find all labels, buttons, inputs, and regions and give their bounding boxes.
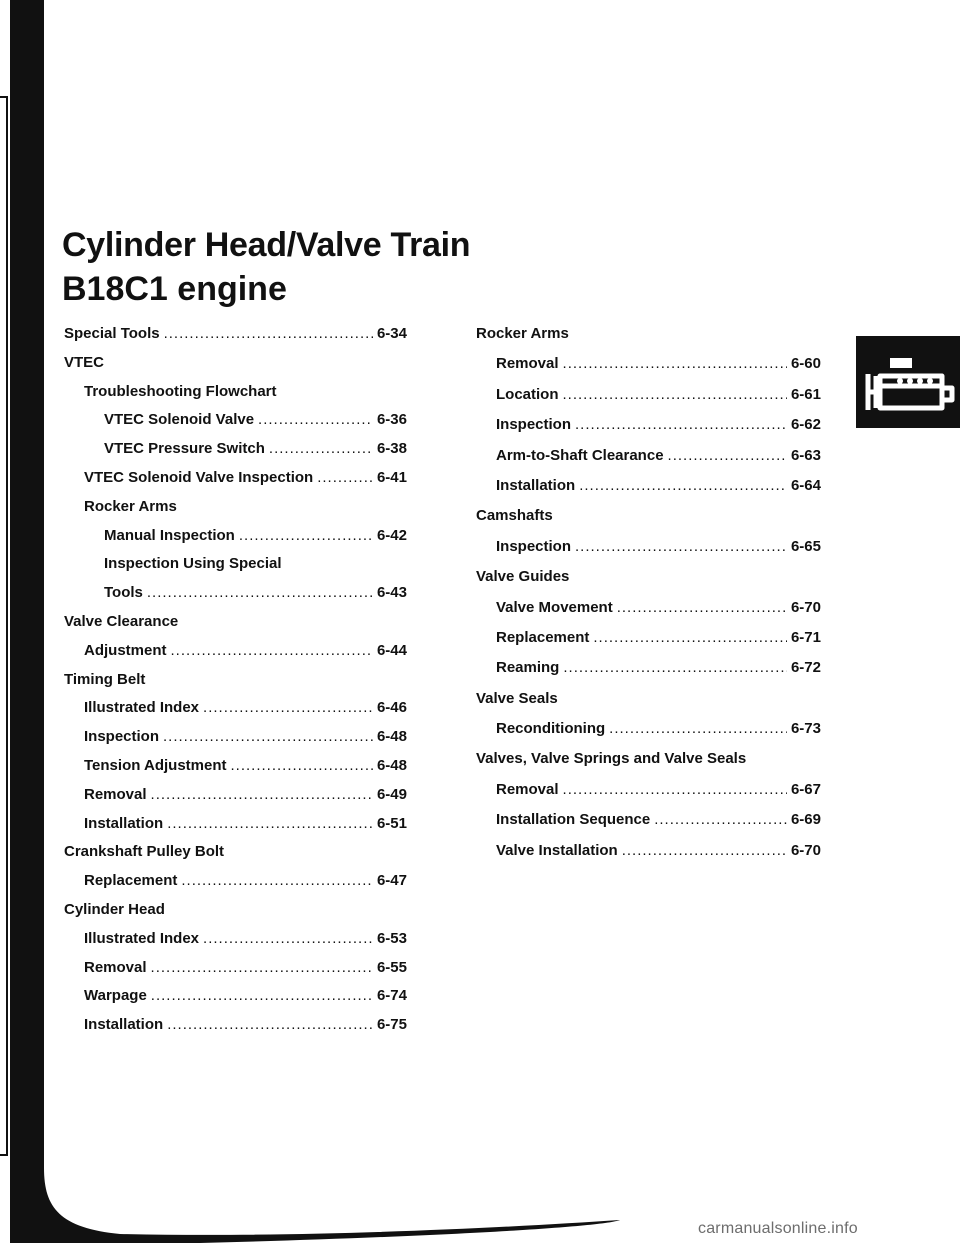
toc-entry-warpage xyxy=(64,987,407,1016)
toc-leader-dots xyxy=(622,842,787,859)
toc-entry-label: Crankshaft Pulley Bolt xyxy=(64,843,225,861)
toc-entry-label: Inspection Using Special xyxy=(104,555,282,573)
toc-entry-illustrated-index xyxy=(64,930,407,959)
toc-entry-vtec-solenoid-valve-inspection xyxy=(64,469,407,498)
page-subtitle: B18C1 engine xyxy=(62,270,287,308)
toc-page-number: 6-67 xyxy=(790,780,821,798)
toc-page-number: 6-71 xyxy=(790,628,821,646)
toc-entry-label: Removal xyxy=(496,780,559,798)
toc-entry-label: Inspection xyxy=(496,416,572,434)
toc-entry-label: Cylinder Head xyxy=(64,900,165,918)
toc-entry-tension-adjustment xyxy=(64,757,407,786)
toc-leader-dots xyxy=(575,538,787,555)
toc-entry-installation xyxy=(64,815,407,844)
toc-entry-adjustment xyxy=(64,642,407,671)
toc-page-number: 6-72 xyxy=(790,659,821,677)
toc-page-number: 6-62 xyxy=(790,416,821,434)
toc-entry-label: VTEC Solenoid Valve xyxy=(104,411,255,429)
toc-entry-label: Removal xyxy=(84,958,147,976)
toc-entry-label: Inspection xyxy=(84,728,160,746)
toc-entry-special-tools xyxy=(64,325,407,354)
toc-entry-label: Camshafts xyxy=(476,507,553,525)
toc-leader-dots xyxy=(593,629,787,646)
section-tab xyxy=(856,336,960,428)
toc-entry-inspection-using-special xyxy=(64,555,407,584)
toc-leader-dots xyxy=(181,872,373,889)
toc-entry-label: Illustrated Index xyxy=(84,699,200,717)
toc-entry-label: Valves, Valve Springs and Valve Seals xyxy=(476,750,747,768)
toc-page-number: 6-34 xyxy=(376,325,407,342)
toc-page-number: 6-61 xyxy=(790,385,821,403)
toc-entry-manual-inspection xyxy=(64,527,407,556)
toc-entry-valves-valve-springs-and-valve-seals xyxy=(476,750,821,780)
page-title: Cylinder Head/Valve Train xyxy=(62,226,471,264)
toc-entry-label: Removal xyxy=(84,785,147,803)
toc-entry-illustrated-index xyxy=(64,699,407,728)
toc-entry-label: Valve Movement xyxy=(496,598,613,616)
toc-page-number: 6-60 xyxy=(790,355,821,373)
toc-column-right xyxy=(476,325,821,872)
toc-page-number: 6-51 xyxy=(376,814,407,832)
toc-page-number: 6-74 xyxy=(376,987,407,1005)
toc-leader-dots xyxy=(563,386,787,403)
page-spine xyxy=(10,0,44,1243)
toc-entry-label: Timing Belt xyxy=(64,670,146,688)
toc-entry-removal xyxy=(64,959,407,988)
toc-entry-removal xyxy=(64,786,407,815)
toc-entry-label: Warpage xyxy=(84,987,147,1005)
toc-page-number: 6-46 xyxy=(376,699,407,717)
toc-entry-label: Installation xyxy=(496,476,576,494)
toc-entry-label: Removal xyxy=(496,355,559,373)
toc-entry-label: Arm-to-Shaft Clearance xyxy=(496,446,664,464)
toc-entry-label: Reaming xyxy=(496,659,560,677)
toc-leader-dots xyxy=(167,1016,373,1033)
toc-entry-label: Rocker Arms xyxy=(84,497,177,515)
toc-entry-valve-movement xyxy=(476,599,821,629)
toc-page-number: 6-47 xyxy=(376,872,407,890)
engine-icon xyxy=(856,336,960,428)
toc-leader-dots xyxy=(151,786,373,803)
toc-leader-dots xyxy=(317,469,373,486)
toc-entry-inspection xyxy=(476,538,821,568)
toc-entry-label: Installation xyxy=(84,814,164,832)
toc-page-number: 6-69 xyxy=(790,811,821,829)
toc-leader-dots xyxy=(147,584,373,601)
toc-leader-dots xyxy=(163,728,373,745)
toc-page-number: 6-44 xyxy=(376,641,407,659)
toc-page-number: 6-73 xyxy=(790,720,821,738)
toc-entry-vtec-solenoid-valve xyxy=(64,411,407,440)
toc-entry-label: Location xyxy=(496,385,559,403)
toc-entry-camshafts xyxy=(476,507,821,537)
toc-leader-dots xyxy=(617,599,787,616)
toc-entry-label: Installation xyxy=(84,1016,164,1034)
toc-entry-installation xyxy=(476,477,821,507)
toc-entry-tools xyxy=(64,584,407,613)
toc-entry-valve-clearance xyxy=(64,613,407,642)
toc-entry-label: Adjustment xyxy=(84,641,167,659)
toc-page-number: 6-48 xyxy=(376,756,407,774)
toc-entry-label: Rocker Arms xyxy=(476,325,569,342)
toc-leader-dots xyxy=(575,416,787,433)
toc-leader-dots xyxy=(171,642,373,659)
toc-page-number: 6-36 xyxy=(376,411,407,429)
toc-leader-dots xyxy=(269,440,373,457)
toc-entry-cylinder-head xyxy=(64,901,407,930)
toc-entry-reaming xyxy=(476,659,821,689)
toc-page-number: 6-41 xyxy=(376,468,407,486)
toc-entry-label: VTEC Pressure Switch xyxy=(104,440,265,458)
toc-leader-dots xyxy=(164,325,373,342)
toc-leader-dots xyxy=(239,527,373,544)
toc-entry-removal xyxy=(476,781,821,811)
toc-leader-dots xyxy=(258,411,373,428)
toc-leader-dots xyxy=(654,811,787,828)
toc-entry-label: Valve Guides xyxy=(476,568,570,586)
toc-entry-label: Inspection xyxy=(496,537,572,555)
toc-leader-dots xyxy=(668,447,787,464)
toc-entry-label: VTEC xyxy=(64,353,105,371)
toc-entry-label: Replacement xyxy=(84,872,178,890)
toc-page-number: 6-48 xyxy=(376,728,407,746)
toc-entry-label: Tension Adjustment xyxy=(84,756,227,774)
toc-entry-label: Illustrated Index xyxy=(84,929,200,947)
toc-entry-crankshaft-pulley-bolt xyxy=(64,843,407,872)
toc-leader-dots xyxy=(563,355,787,372)
toc-leader-dots xyxy=(609,720,787,737)
toc-page-number: 6-70 xyxy=(790,598,821,616)
toc-column-left xyxy=(64,325,407,1045)
toc-entry-label: Special Tools xyxy=(64,325,160,342)
toc-page-number: 6-65 xyxy=(790,537,821,555)
toc-page-number: 6-70 xyxy=(790,841,821,859)
toc-entry-troubleshooting-flowchart xyxy=(64,383,407,412)
toc-page-number: 6-42 xyxy=(376,526,407,544)
toc-leader-dots xyxy=(563,781,787,798)
toc-entry-label: Tools xyxy=(104,584,143,602)
toc-leader-dots xyxy=(231,757,373,774)
toc-entry-label: Installation Sequence xyxy=(496,811,651,829)
toc-page-number: 6-43 xyxy=(376,584,407,602)
toc-entry-label: Replacement xyxy=(496,628,590,646)
toc-entry-installation-sequence xyxy=(476,811,821,841)
toc-entry-installation xyxy=(64,1016,407,1045)
toc-page-number: 6-64 xyxy=(790,476,821,494)
toc-page-number: 6-63 xyxy=(790,446,821,464)
toc-leader-dots xyxy=(203,699,373,716)
toc-entry-valve-installation xyxy=(476,842,821,872)
toc-leader-dots xyxy=(151,959,373,976)
toc-leader-dots xyxy=(579,477,787,494)
toc-entry-label: Valve Clearance xyxy=(64,612,179,630)
toc-entry-rocker-arms xyxy=(64,498,407,527)
toc-leader-dots xyxy=(151,987,373,1004)
binding-line xyxy=(0,96,8,1156)
toc-entry-timing-belt xyxy=(64,671,407,700)
toc-entry-label: Valve Seals xyxy=(476,689,558,707)
toc-entry-label: Manual Inspection xyxy=(104,526,235,544)
toc-entry-inspection xyxy=(476,416,821,446)
toc-entry-label: Reconditioning xyxy=(496,720,606,738)
toc-entry-vtec xyxy=(64,354,407,383)
toc-entry-replacement xyxy=(476,629,821,659)
toc-page-number: 6-55 xyxy=(376,958,407,976)
toc-leader-dots xyxy=(563,659,787,676)
toc-page-number: 6-49 xyxy=(376,785,407,803)
toc-entry-label: Valve Installation xyxy=(496,841,618,859)
toc-entry-reconditioning xyxy=(476,720,821,750)
toc-entry-rocker-arms xyxy=(476,325,821,355)
toc-entry-valve-seals xyxy=(476,690,821,720)
toc-entry-inspection xyxy=(64,728,407,757)
toc-page-number: 6-38 xyxy=(376,440,407,458)
toc-page-number: 6-53 xyxy=(376,929,407,947)
toc-entry-arm-to-shaft-clearance xyxy=(476,447,821,477)
toc-leader-dots xyxy=(203,930,373,947)
toc-entry-vtec-pressure-switch xyxy=(64,440,407,469)
toc-page-number: 6-75 xyxy=(376,1016,407,1034)
toc-leader-dots xyxy=(167,815,373,832)
toc-entry-valve-guides xyxy=(476,568,821,598)
watermark: carmanualsonline.info xyxy=(698,1220,858,1237)
toc-entry-location xyxy=(476,386,821,416)
toc-entry-replacement xyxy=(64,872,407,901)
toc-entry-label: Troubleshooting Flowchart xyxy=(84,382,277,400)
toc-entry-removal xyxy=(476,355,821,385)
toc-entry-label: VTEC Solenoid Valve Inspection xyxy=(84,468,314,486)
